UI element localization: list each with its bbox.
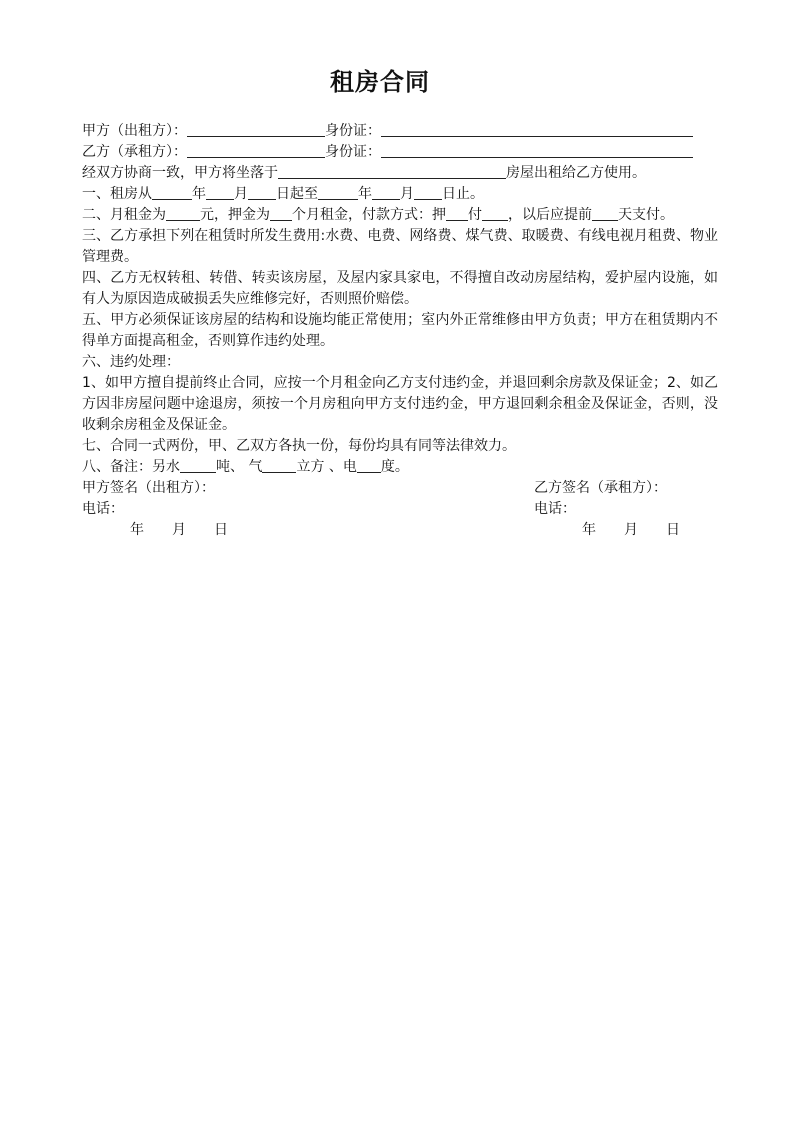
- party-a-date: [130, 520, 228, 541]
- signature-row: [82, 478, 718, 499]
- party-a-id-label: 身份证：: [325, 123, 381, 139]
- phone-row: [82, 499, 718, 520]
- clause-8-text: 八、备注：另水: [82, 459, 180, 475]
- pay-count-blank: [482, 205, 508, 221]
- party-a-id-blank: [381, 121, 693, 137]
- clause-1-month: 月: [234, 186, 248, 202]
- clause-8-end: 度。: [380, 459, 409, 475]
- power-blank: [357, 457, 381, 473]
- gas-blank: [262, 457, 296, 473]
- clause-3: 三、乙方承担下列在租赁时所发生费用:水费、电费、网络费、煤气费、取暖费、有线电视月租费、物业管理费。: [82, 228, 718, 265]
- party-a-year: 年: [130, 522, 144, 538]
- party-a-label: 甲方（出租方）：: [82, 123, 187, 139]
- deposit-months-blank: [270, 205, 292, 221]
- clause-2-advance: ，以后应提前: [508, 207, 592, 223]
- clause-2-payment: 个月租金，付款方式：押: [292, 207, 446, 223]
- intro-line: [82, 163, 718, 184]
- party-a-name-blank: [187, 121, 325, 137]
- rent-amount-blank: [166, 205, 200, 221]
- start-day-blank: [248, 184, 276, 200]
- party-b-year: 年: [582, 522, 596, 538]
- party-b-phone-label: 电话：: [534, 501, 576, 517]
- clause-2: [82, 205, 718, 226]
- clause-1-end-year: 年: [358, 186, 372, 202]
- party-b-id-label: 身份证：: [325, 144, 381, 160]
- party-a-month: 月: [172, 522, 186, 538]
- clause-2-end: 天支付。: [618, 207, 674, 223]
- clause-1-until: 日起至: [276, 186, 318, 202]
- address-blank: [278, 163, 506, 179]
- end-year-blank: [318, 184, 358, 200]
- intro-text-before: 经双方协商一致，甲方将坐落于: [82, 165, 278, 181]
- clause-8-gas: 吨、 气: [216, 459, 263, 475]
- clause-7: 七、合同一式两份，甲、乙双方各执一份，每份均具有同等法律效力。: [82, 438, 516, 454]
- party-b-label: 乙方（承租方）：: [82, 144, 187, 160]
- clause-8-power: 立方 、电: [296, 459, 357, 475]
- start-month-blank: [206, 184, 234, 200]
- clause-2-text: 二、月租金为: [82, 207, 166, 223]
- party-b-day: 日: [666, 522, 680, 538]
- party-a-phone-label: 电话：: [82, 501, 124, 517]
- party-b-name-blank: [187, 142, 325, 158]
- party-a-day: 日: [214, 522, 228, 538]
- party-b-id-blank: [381, 142, 693, 158]
- end-day-blank: [414, 184, 442, 200]
- clause-1-text: 一、租房从: [82, 186, 152, 202]
- party-b-date: [582, 520, 680, 541]
- clause-1-year: 年: [192, 186, 206, 202]
- clause-8: [82, 457, 718, 478]
- page-title: 租房合同: [330, 68, 430, 96]
- water-blank: [180, 457, 216, 473]
- party-b-signature-label: 乙方签名（承租方）：: [534, 480, 667, 496]
- party-b-line: [82, 142, 718, 163]
- clause-4: 四、乙方无权转租、转借、转卖该房屋，及屋内家具家电，不得擅自改动房屋结构，爱护屋内设施，如有人为原因造成破损丢失应维修完好，否则照价赔偿。: [82, 270, 718, 307]
- clause-1: [82, 184, 718, 205]
- clause-5: 五、甲方必须保证该房屋的结构和设施均能正常使用；室内外正常维修由甲方负责；甲方在租赁期内不得单方面提高租金，否则算作违约处理。: [82, 312, 718, 349]
- party-a-signature-label: 甲方签名（出租方）：: [82, 480, 215, 496]
- clause-1-end-month: 月: [400, 186, 414, 202]
- advance-days-blank: [592, 205, 618, 221]
- start-year-blank: [152, 184, 192, 200]
- clause-2-deposit: 元，押金为: [200, 207, 270, 223]
- clause-6-title: 六、违约处理：: [82, 354, 180, 370]
- end-month-blank: [372, 184, 400, 200]
- deposit-count-blank: [446, 205, 468, 221]
- clause-1-end: 日止。: [442, 186, 484, 202]
- clause-2-pay: 付: [468, 207, 482, 223]
- intro-text-after: 房屋出租给乙方使用。: [506, 165, 646, 181]
- party-b-month: 月: [624, 522, 638, 538]
- clause-6-body: 1、如甲方擅自提前终止合同，应按一个月租金向乙方支付违约金，并退回剩余房款及保证金；2、如乙方因非房屋问题中途退房，须按一个月房租向甲方支付违约金，甲方退回剩余租金及保证金，否则，没收剩余房租金及保证金。: [82, 375, 718, 433]
- date-row: [82, 520, 718, 541]
- party-a-line: [82, 121, 718, 142]
- contract-body: [82, 121, 718, 541]
